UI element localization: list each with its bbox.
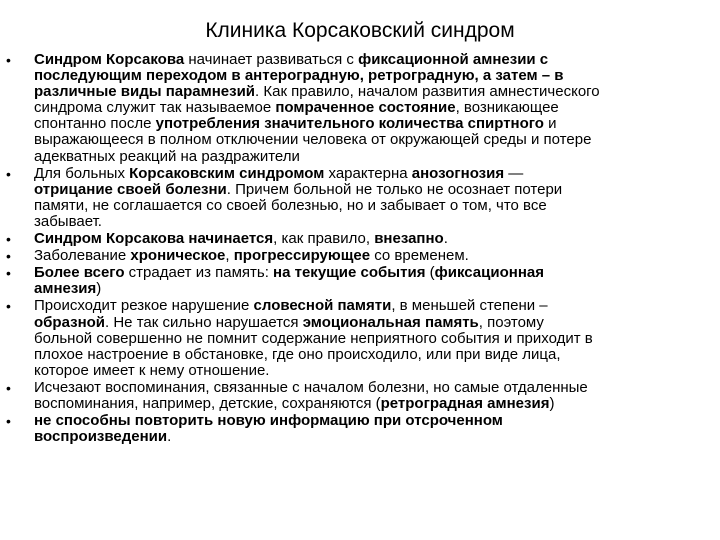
text-line — [34, 363, 712, 379]
text-segment: ( — [425, 264, 435, 282]
text-segment: , в меньшей степени – — [391, 297, 548, 315]
text-segment: синдрома служит так называемое — [34, 99, 276, 117]
bullet-item — [0, 231, 720, 247]
text-segment: — — [504, 164, 524, 182]
bullet-item — [0, 166, 720, 230]
text-segment: которое имеет к нему отношение. — [34, 361, 270, 379]
text-segment: Происходит резкое нарушение — [34, 297, 254, 315]
bold-text: Синдром Корсакова начинается — [34, 230, 274, 248]
text-line — [34, 231, 712, 247]
text-line — [34, 116, 712, 132]
bold-text: хроническое — [130, 247, 226, 265]
text-line — [34, 281, 712, 297]
text-segment: плохое настроение в обстановке, где оно происходило, или при виде лица, — [34, 345, 561, 363]
text-line — [34, 149, 712, 165]
text-segment: страдает из память: — [124, 264, 274, 282]
text-line — [34, 182, 712, 198]
text-line — [34, 347, 712, 363]
bullet-marker: • — [6, 379, 11, 396]
text-line — [34, 68, 712, 84]
bold-text: ретроградная амнезия — [380, 394, 550, 412]
bold-text: употребления значительного количества спиртного — [155, 115, 544, 133]
text-segment: . Как правило, началом развития амнестического — [255, 83, 600, 101]
text-segment: , — [225, 247, 234, 265]
bullet-list — [0, 52, 720, 446]
text-line — [34, 248, 712, 264]
text-segment: . Не так сильно нарушается — [105, 313, 303, 331]
text-segment: . — [167, 428, 172, 446]
text-segment: воспоминания, например, детские, сохраняются ( — [34, 394, 381, 412]
text-segment: , как правило, — [273, 230, 375, 248]
text-line — [34, 429, 712, 445]
bullet-item — [0, 52, 720, 165]
text-segment: со временем. — [370, 247, 469, 265]
bold-text: фиксационной амнезии с — [358, 51, 549, 68]
bullet-item — [0, 298, 720, 378]
bold-text: Более всего — [34, 264, 125, 282]
bold-text: на текущие события — [273, 264, 426, 282]
text-segment: адекватных реакций на раздражители — [34, 147, 300, 165]
text-segment: . — [443, 230, 448, 248]
bold-text: последующим переходом в антероградную, ретроградную, а затем – в — [34, 67, 564, 85]
text-line — [34, 380, 712, 396]
bold-text: анозогнозия — [411, 164, 505, 182]
text-segment: больной совершенно не помнит содержание неприятного события и приходит в — [34, 329, 593, 347]
text-segment: Исчезают воспоминания, связанные с началом болезни, но самые отдаленные — [34, 378, 588, 396]
text-segment: , поэтому — [478, 313, 544, 331]
bullet-marker: • — [6, 231, 11, 248]
bullet-marker: • — [6, 165, 11, 182]
text-segment: памяти, не соглашается со своей болезнью, но и забывает о том, что все — [34, 196, 547, 214]
bullet-marker: • — [6, 52, 11, 68]
text-segment: выражающееся в полном отключении человека от окружающей среды и потере — [34, 131, 592, 149]
text-line — [34, 100, 712, 116]
text-segment: характерна — [324, 164, 412, 182]
bullet-item — [0, 248, 720, 264]
bullet-item — [0, 380, 720, 412]
text-segment: , возникающее — [455, 99, 559, 117]
text-line — [34, 84, 712, 100]
bold-text: прогрессирующее — [233, 247, 371, 265]
bold-text: Синдром Корсакова — [34, 51, 185, 68]
bullet-marker: • — [6, 413, 11, 430]
text-segment: ) — [96, 280, 102, 298]
text-line — [34, 132, 712, 148]
text-segment: и — [543, 115, 557, 133]
bullet-marker: • — [6, 248, 11, 265]
bold-text: амнезия — [34, 280, 97, 298]
bold-text: воспроизведении — [34, 428, 168, 446]
bullet-item — [0, 265, 720, 297]
bold-text: внезапно — [374, 230, 444, 248]
text-segment: ) — [549, 394, 555, 412]
text-segment: Заболевание — [34, 247, 131, 265]
bullet-marker: • — [6, 298, 11, 315]
text-line — [34, 52, 712, 68]
text-line — [34, 315, 712, 331]
text-line — [34, 198, 712, 214]
text-segment: . Причем больной не только не осознает потери — [226, 180, 563, 198]
bold-text: Корсаковским синдромом — [129, 164, 325, 182]
text-line — [34, 298, 712, 314]
bold-text: отрицание своей болезни — [34, 180, 227, 198]
text-line — [34, 166, 712, 182]
bold-text: словесной памяти — [253, 297, 392, 315]
bold-text: помраченное состояние — [275, 99, 456, 117]
text-segment: забывает. — [34, 212, 102, 230]
bold-text: различные виды парамнезий — [34, 83, 256, 101]
text-line — [34, 396, 712, 412]
text-line — [34, 265, 712, 281]
text-segment: спонтанно после — [34, 115, 156, 133]
text-segment: начинает развиваться с — [184, 51, 359, 68]
text-line — [34, 413, 712, 429]
text-line — [34, 331, 712, 347]
text-segment: Для больных — [34, 164, 130, 182]
bold-text: образной — [34, 313, 106, 331]
slide-title: Клиника Корсаковский синдром — [205, 19, 515, 43]
bold-text: фиксационная — [434, 264, 544, 282]
bullet-marker: • — [6, 265, 11, 282]
bullet-item — [0, 413, 720, 445]
text-line — [34, 214, 712, 230]
bold-text: эмоциональная память — [302, 313, 479, 331]
bold-text: не способны повторить новую информацию при отсроченном — [34, 412, 503, 430]
